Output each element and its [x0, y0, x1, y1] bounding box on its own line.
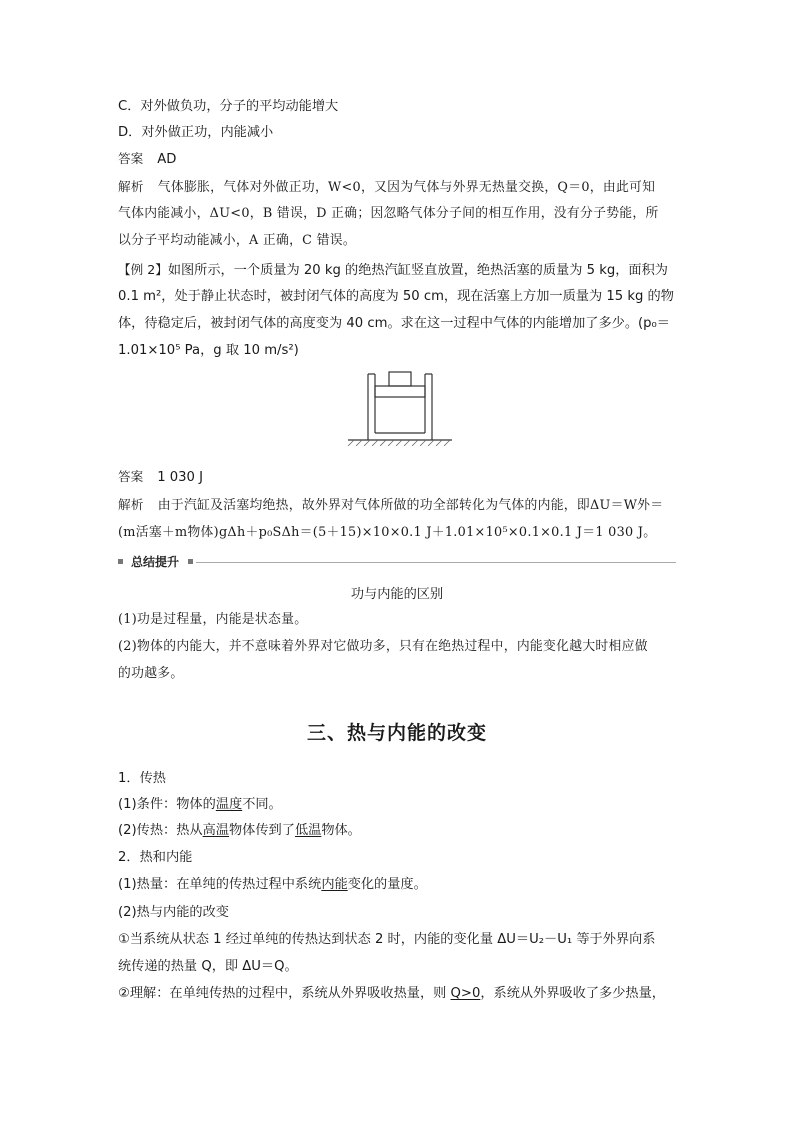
subsection-2-title: 2．热和内能	[118, 850, 193, 865]
underlined-term: Q>0	[450, 986, 481, 1001]
underlined-term: 低温	[294, 823, 322, 838]
analysis-label: 解析	[118, 179, 144, 194]
summary-point-2-line-2: 的功越多。	[118, 666, 184, 681]
analysis-label: 解析	[118, 497, 144, 512]
cylinder-diagram	[340, 366, 460, 446]
example2-line-3: 体，待稳定后，被封闭气体的高度变为 40 cm。求在这一过程中气体的内能增加了多少。(p₀＝	[118, 316, 670, 331]
text: ②理解：在单纯传热的过程中，系统从外界吸收热量，则	[118, 986, 451, 1001]
example2-analysis-line-1	[118, 496, 676, 515]
example2-line-4: 1.01×10⁵ Pa，g 取 10 m/s²)	[118, 343, 299, 358]
text: 物体。	[321, 823, 361, 838]
example-label: 【例 2】	[118, 262, 168, 277]
example2-line-1	[118, 261, 676, 280]
heat-definition-line	[118, 876, 676, 894]
example-text: 如图所示，一个质量为 20 kg 的绝热汽缸竖直放置，绝热活塞的质量为 5 kg，面积为	[167, 263, 668, 278]
answer-value: AD	[157, 152, 177, 167]
option-c: C．对外做负功，分子的平均动能增大	[118, 99, 339, 114]
example2-answer	[118, 468, 676, 487]
answer-label: 答案	[118, 469, 144, 484]
summary-point-2-line-1: (2)物体的内能大，并不意味着外界对它做功多，只有在绝热过程中，内能变化越大时相应做	[118, 639, 648, 654]
circle-1-line-1: ①当系统从状态 1 经过单纯的传热达到状态 2 时，内能的变化量 ΔU＝U₂－U₁ 等于外界向系	[118, 932, 656, 947]
summary-bar	[118, 554, 676, 570]
text: 物体传到了	[229, 823, 295, 838]
example2-analysis-line-2: (m活塞＋m物体)gΔh＋p₀SΔh＝(5＋15)×10×0.1 J＋1.01×10⁵×0.1×0.1 J＝1 030 J。	[118, 525, 657, 540]
q1-analysis-line-2: 气体内能减小，ΔU<0，B 错误，D 正确；因忽略气体分子间的相互作用，没有分子势能，所	[118, 206, 659, 221]
summary-point-1: (1)功是过程量，内能是状态量。	[118, 612, 308, 627]
condition-line	[118, 796, 676, 814]
circle-2-line	[118, 985, 676, 1003]
summary-title: 功与内能的区别	[350, 587, 444, 602]
transfer-line	[118, 822, 676, 840]
analysis-text: 由于汽缸及活塞均绝热，故外界对气体所做的功全部转化为气体的内能，即ΔU＝W外＝	[157, 498, 664, 513]
answer-label: 答案	[118, 151, 144, 166]
text: 变化的量度。	[347, 877, 427, 892]
example2-line-2: 0.1 m²，处于静止状态时，被封闭气体的高度为 50 cm，现在活塞上方加一质量为 15 kg 的物	[118, 289, 674, 304]
divider	[196, 562, 676, 563]
q1-analysis-line-1	[118, 178, 676, 197]
q1-answer	[118, 150, 676, 169]
analysis-text: 气体膨胀，气体对外做正功，W<0，又因为气体与外界无热量交换，Q＝0，由此可知	[157, 180, 656, 195]
square-bullet-icon	[188, 559, 193, 564]
answer-value: 1 030 J	[157, 470, 204, 485]
text: (1)条件：物体的	[118, 797, 216, 812]
q1-analysis-line-3: 以分子平均动能减小，A 正确，C 错误。	[118, 233, 356, 248]
summary-bar-title: 总结提升	[131, 555, 180, 569]
subsection-1-title: 1．传热	[118, 771, 166, 786]
section-heading: 三、热与内能的改变	[306, 722, 487, 744]
option-d: D．对外做正功，内能减小	[118, 125, 274, 140]
underlined-term: 温度	[215, 797, 243, 812]
heat-change-title: (2)热与内能的改变	[118, 905, 229, 920]
circle-1-line-2: 统传递的热量 Q，即 ΔU＝Q。	[118, 959, 298, 974]
underlined-term: 高温	[202, 823, 229, 838]
text: (2)传热：热从	[118, 823, 203, 838]
underlined-term: 内能	[321, 877, 348, 892]
text: 不同。	[242, 797, 282, 812]
text: (1)热量：在单纯的传热过程中系统	[118, 877, 322, 892]
square-bullet-icon	[118, 559, 123, 564]
text: ，系统从外界吸收了多少热量，	[480, 986, 665, 1001]
